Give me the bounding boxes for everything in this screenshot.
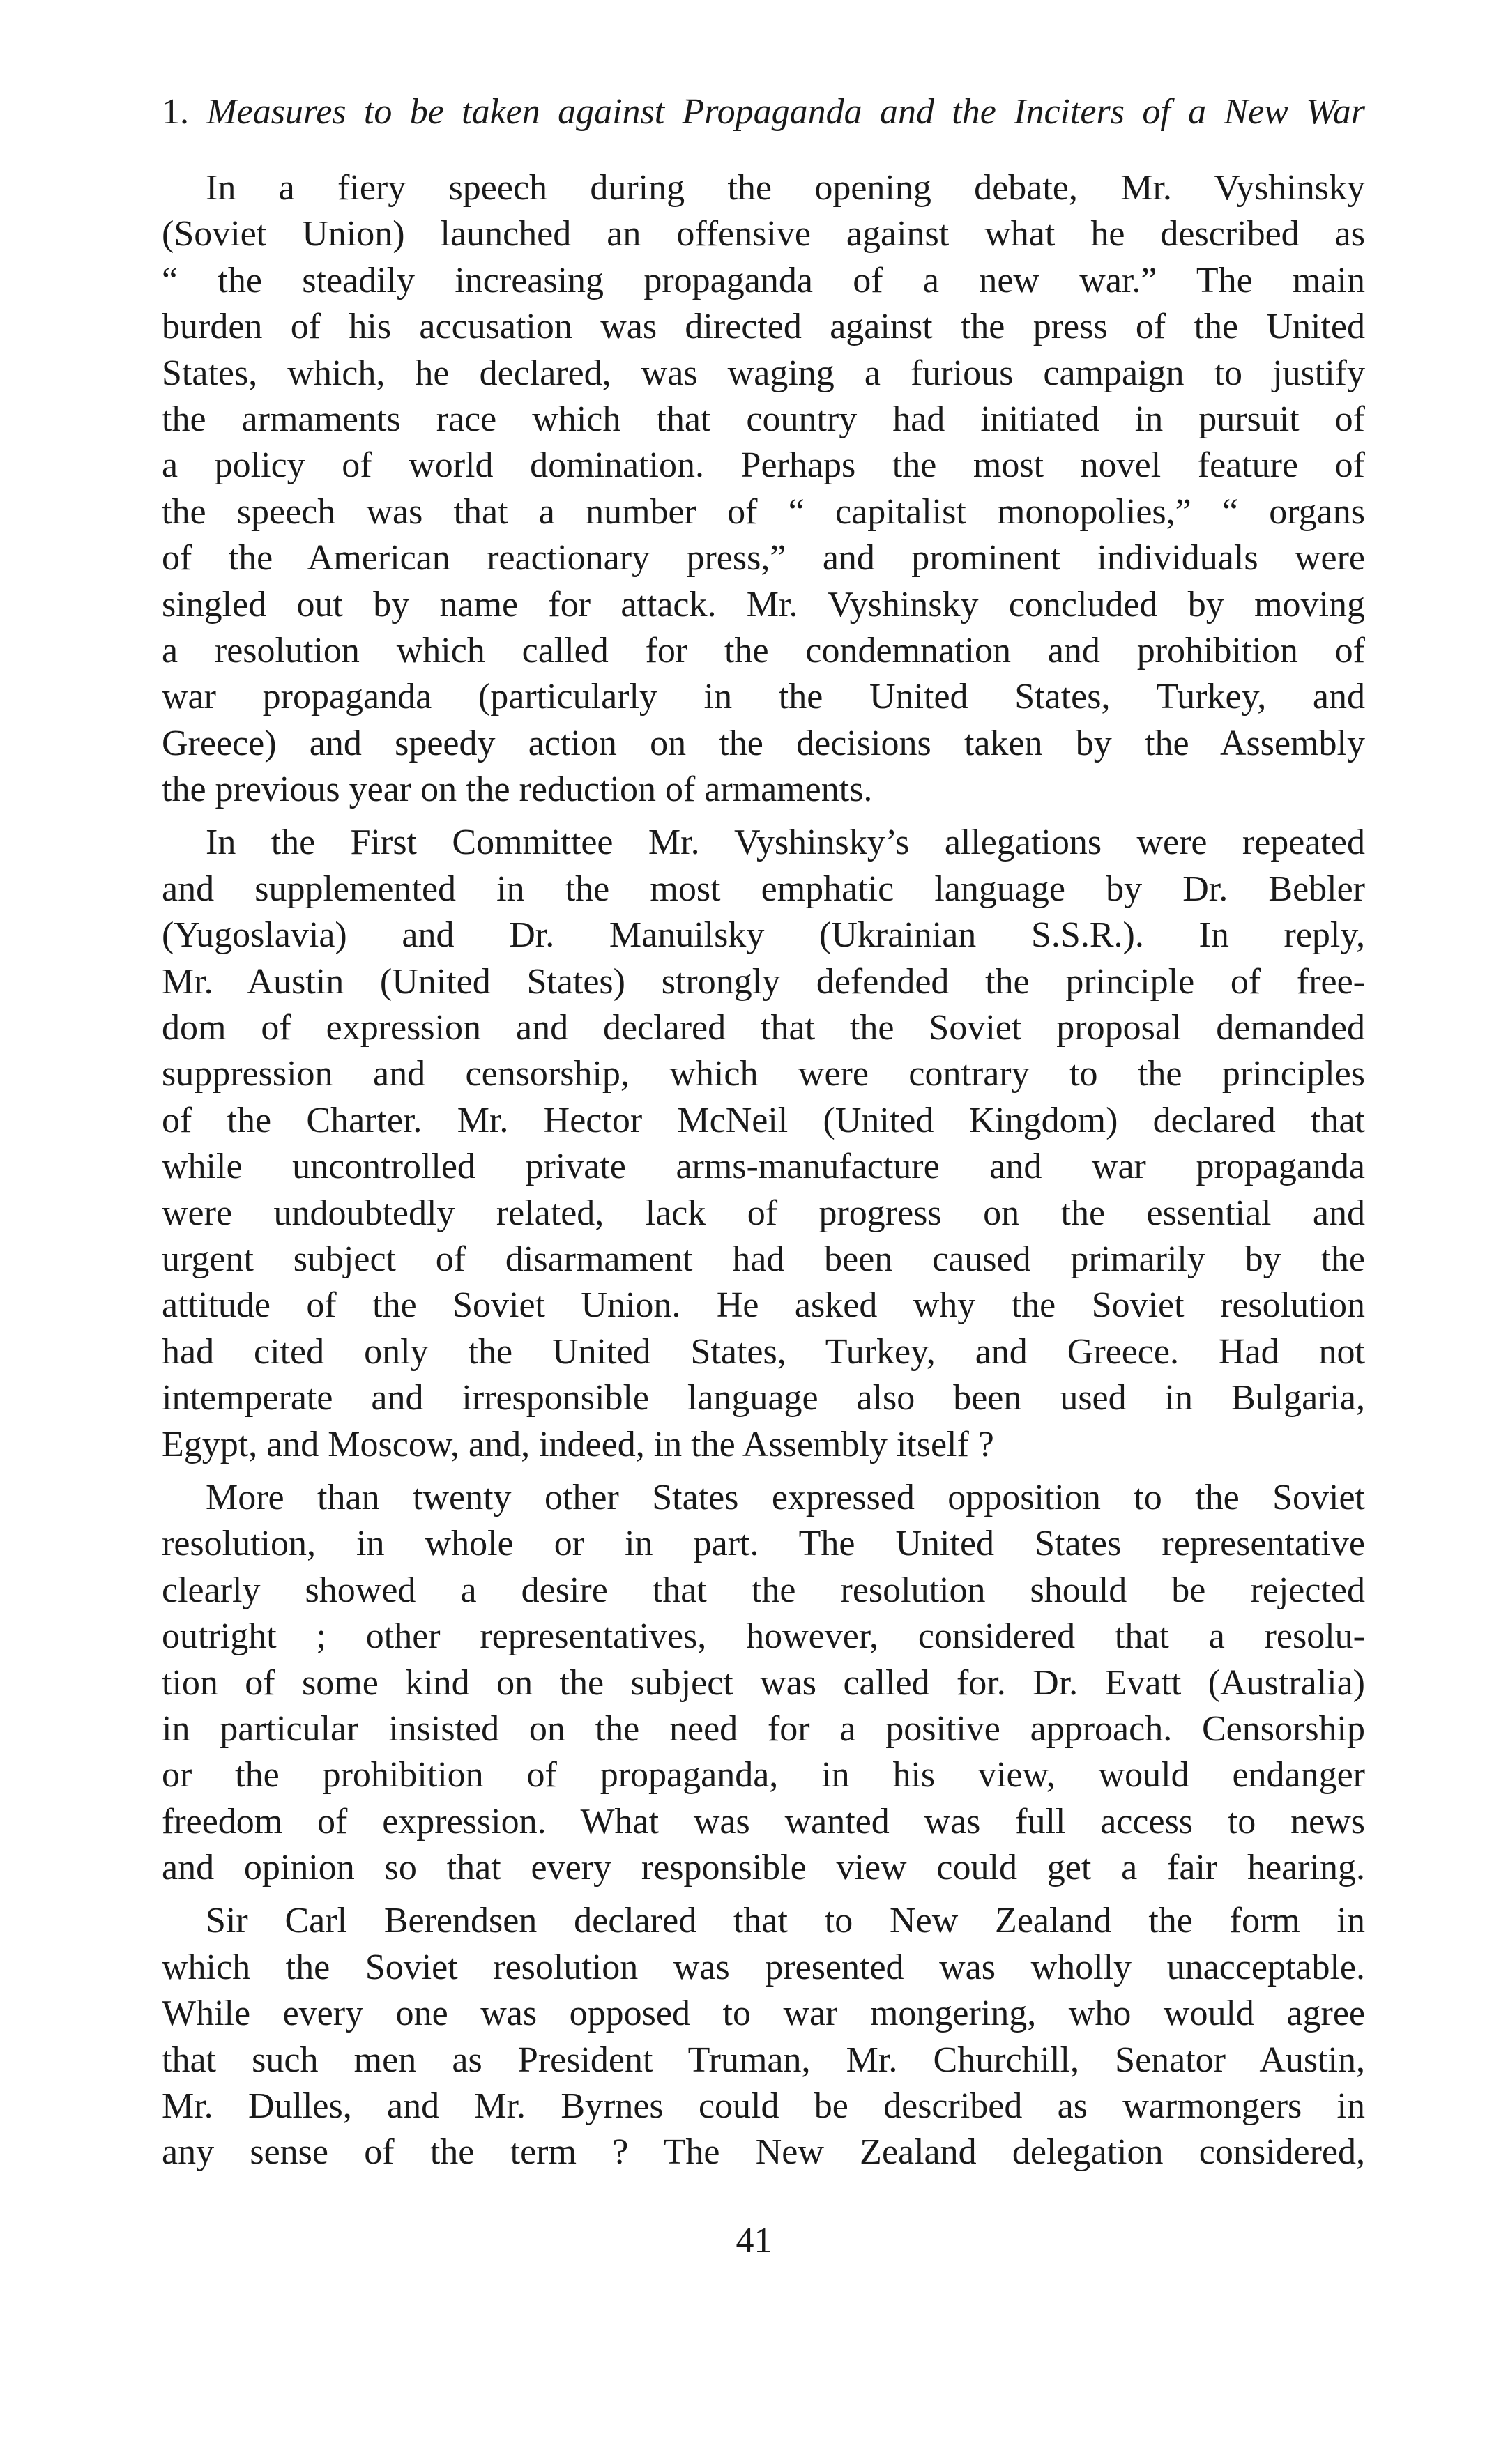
text-line: urgent subject of disarmament had been caused primarily by the (162, 1239, 1365, 1279)
page-number: 41 (736, 2221, 772, 2260)
text-line: that such men as President Truman, Mr. Churchill, Senator Austin, (162, 2040, 1365, 2080)
text-line: intemperate and irresponsible language also been used in Bulgaria, (162, 1378, 1365, 1418)
text-line: Mr. Dulles, and Mr. Byrnes could be described as warmongers in (162, 2086, 1365, 2127)
text-line: of the Charter. Mr. Hector McNeil (United Kingdom) declared that (162, 1100, 1365, 1140)
text-line: of the American reactionary press,” and prominent individuals were (162, 538, 1365, 579)
text-line: dom of expression and declared that the Soviet proposal demanded (162, 1008, 1365, 1048)
text-line: were undoubtedly related, lack of progress on the essential and (162, 1193, 1365, 1233)
text-line: any sense of the term ? The New Zealand delegation considered, (162, 2132, 1365, 2173)
text-line: war propaganda (particularly in the United States, Turkey, and (162, 677, 1365, 717)
text-line: the speech was that a number of “ capitalist monopolies,” “ organs (162, 491, 1365, 532)
text-line: (Yugoslavia) and Dr. Manuilsky (Ukrainian S.S.R.). In reply, (162, 915, 1365, 956)
text-line: Egypt, and Moscow, and, indeed, in the Assembly itself ? (162, 1424, 994, 1464)
text-line: Greece) and speedy action on the decisions taken by the Assembly (162, 723, 1365, 763)
text-line: freedom of expression. What was wanted was full access to news (162, 1801, 1365, 1842)
text-line: Sir Carl Berendsen declared that to New Zealand the form in (206, 1901, 1365, 1941)
text-line: and opinion so that every responsible view could get a fair hearing. (162, 1848, 1365, 1888)
section-title: Measures to be taken against Propaganda and the Inciters of a New War (206, 92, 1366, 132)
body-text (162, 165, 1365, 2183)
section-heading (162, 89, 1365, 135)
text-line: or the prohibition of propaganda, in his view, would endanger (162, 1755, 1365, 1796)
text-line: singled out by name for attack. Mr. Vyshinsky concluded by moving (162, 584, 1365, 625)
text-line: the armaments race which that country had initiated in pursuit of (162, 399, 1365, 439)
paragraph (162, 165, 1365, 813)
text-line: outright ; other representatives, however, considered that a resolu- (162, 1616, 1365, 1657)
text-line: had cited only the United States, Turkey, and Greece. Had not (162, 1331, 1365, 1372)
section-number: 1. (162, 92, 189, 132)
text-line: In a fiery speech during the opening debate, Mr. Vyshinsky (206, 168, 1365, 208)
text-line: “ the steadily increasing propaganda of a new war.” The main (162, 260, 1365, 300)
text-line: In the First Committee Mr. Vyshinsky’s allegations were repeated (206, 822, 1365, 863)
text-line: suppression and censorship, which were contrary to the principles (162, 1054, 1365, 1094)
paragraph (162, 1475, 1365, 1892)
text-line: while uncontrolled private arms-manufacture and war propaganda (162, 1147, 1365, 1187)
text-line: and supplemented in the most emphatic language by Dr. Bebler (162, 868, 1365, 909)
text-line: tion of some kind on the subject was called for. Dr. Evatt (Australia) (162, 1662, 1365, 1703)
paragraph (162, 1898, 1365, 2175)
text-line: which the Soviet resolution was presented was wholly unacceptable. (162, 1947, 1365, 1987)
text-line: a resolution which called for the condemnation and prohibition of (162, 630, 1365, 671)
paragraph (162, 820, 1365, 1467)
text-line: More than twenty other States expressed opposition to the Soviet (206, 1477, 1365, 1517)
text-line: in particular insisted on the need for a positive approach. Censorship (162, 1708, 1365, 1749)
text-line: resolution, in whole or in part. The United States representative (162, 1524, 1365, 1564)
text-line: a policy of world domination. Perhaps the most novel feature of (162, 445, 1365, 486)
text-line: While every one was opposed to war mongering, who would agree (162, 1994, 1365, 2034)
text-line: attitude of the Soviet Union. He asked why the Soviet resolution (162, 1285, 1365, 1326)
text-line: (Soviet Union) launched an offensive against what he described as (162, 214, 1365, 254)
text-line: burden of his accusation was directed against the press of the United (162, 307, 1365, 347)
text-line: Mr. Austin (United States) strongly defended the principle of free- (162, 961, 1365, 1002)
text-line: States, which, he declared, was waging a furious campaign to justify (162, 353, 1365, 393)
text-line: the previous year on the reduction of armaments. (162, 770, 873, 810)
text-line: clearly showed a desire that the resolution should be rejected (162, 1570, 1365, 1610)
